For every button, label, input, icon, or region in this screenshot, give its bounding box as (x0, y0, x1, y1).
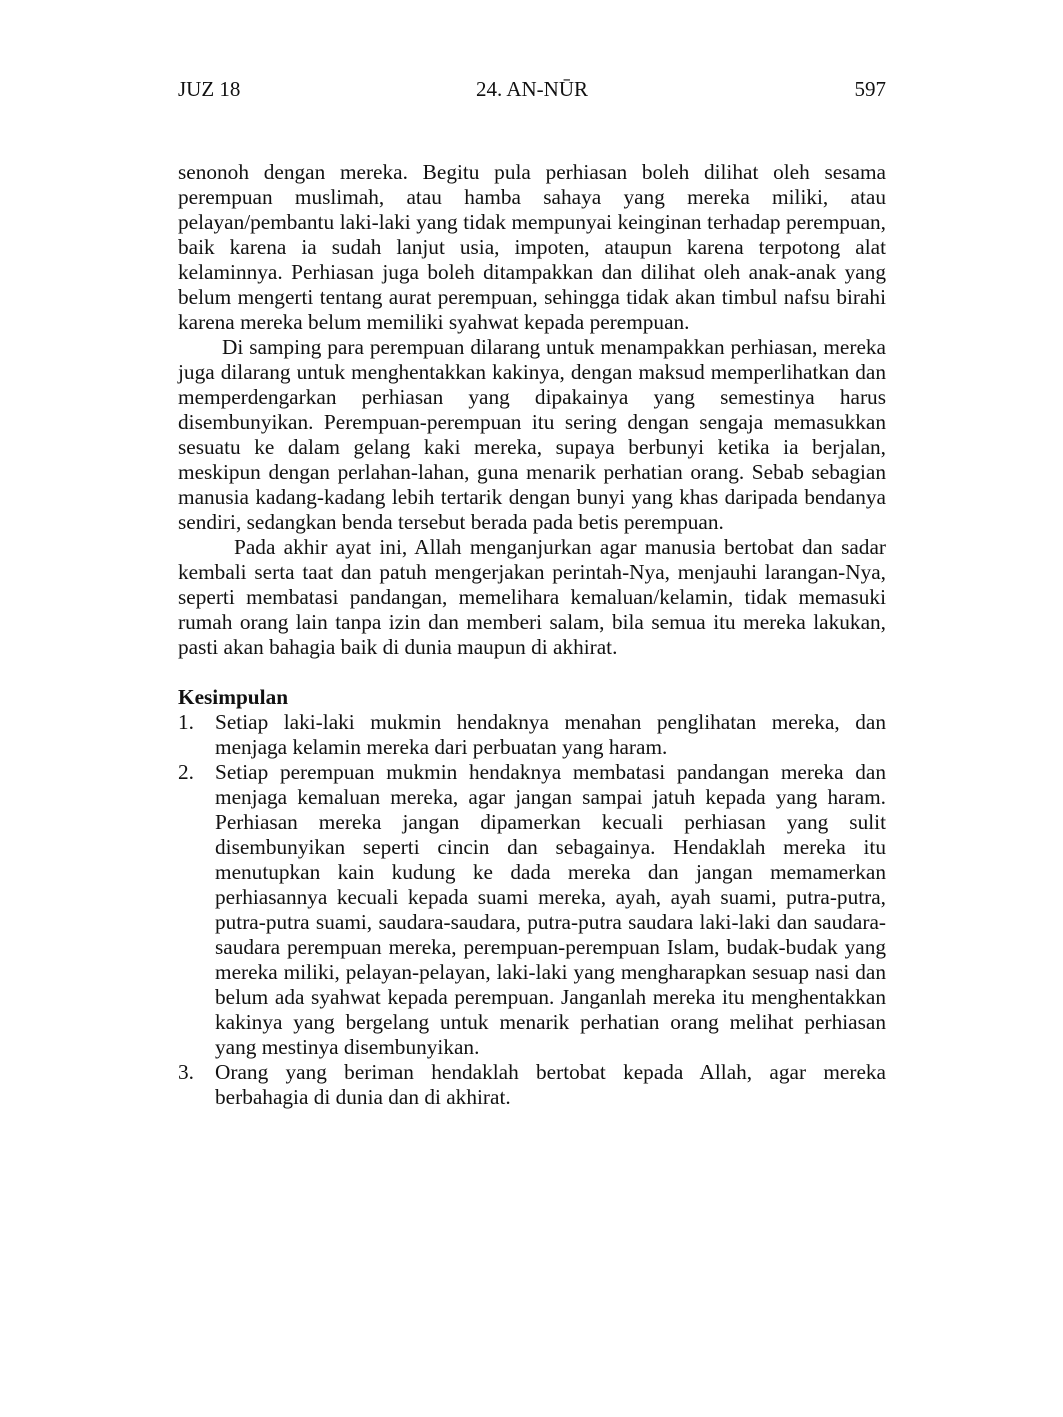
list-number: 1. (178, 710, 194, 734)
paragraph: senonoh dengan mereka. Begitu pula perhiasan boleh dilihat oleh sesama perempuan muslimah, atau hamba sahaya yang mereka miliki, atau pelayan/pembantu laki-laki yang tidak mempunyai keinginan terhadap perempuan, baik karena ia sudah lanjut usia, impoten, ataupun karena terpotong alat kelaminnya. Perhiasan juga boleh ditampakkan dan dilihat oleh anak-anak yang belum mengerti tentang aurat perempuan, sehingga tidak akan timbul nafsu birahi karena mereka belum memiliki syahwat kepada perempuan. (178, 160, 886, 334)
list-item-text: Setiap laki-laki mukmin hendaknya menahan penglihatan mereka, dan menjaga kelamin mereka dari perbuatan yang haram. (215, 710, 886, 759)
list-number: 2. (178, 760, 194, 784)
list-item-text: Orang yang beriman hendaklah bertobat kepada Allah, agar mereka berbahagia di dunia dan di akhirat. (215, 1060, 886, 1109)
list-item (178, 710, 886, 760)
book-page (178, 74, 886, 1110)
section-heading: Kesimpulan (178, 685, 289, 709)
list-item (178, 1060, 886, 1110)
paragraph: Di samping para perempuan dilarang untuk menampakkan perhiasan, mereka juga dilarang untuk menghentakkan kakinya, dengan maksud memperlihatkan dan memperdengarkan perhiasan yang dipakainya yang semestinya harus disembunyikan. Perempuan-perempuan itu sering dengan sengaja memasukkan sesuatu ke dalam gelang kaki mereka, supaya berbunyi ketika ia berjalan, meskipun dengan perlahan-lahan, guna menarik perhatian orang. Sebab sebagian manusia kadang-kadang lebih tertarik dengan bunyi yang khas daripada bendanya sendiri, sedangkan benda tersebut berada pada betis perempuan. (178, 335, 886, 534)
surah-title: 24. AN-NŪR (475, 77, 588, 101)
list-item-text: Setiap perempuan mukmin hendaknya membatasi pandangan mereka dan menjaga kemaluan mereka, agar jangan sampai jatuh kepada yang haram. Perhiasan mereka jangan dipamerkan kecuali perhiasan yang sulit disembunyikan seperti cincin dan sebagainya. Hendaklah mereka itu menutupkan kain kudung ke dada mereka dan jangan memamerkan perhiasannya kecuali kepada suami mereka, ayah, ayah suami, putra-putra, putra-putra suami, saudara-saudara, putra-putra saudara laki-laki dan saudara-saudara perempuan mereka, perempuan-perempuan Islam, budak-budak yang mereka miliki, pelayan-pelayan, laki-laki yang mengharapkan sesuap nasi dan belum ada syahwat kepada perempuan. Janganlah mereka itu menghentakkan kakinya yang bergelang untuk menarik perhatian orang melihat perhiasan yang mestinya disembunyikan. (215, 760, 886, 1059)
list-number: 3. (178, 1060, 194, 1084)
juz-label: JUZ 18 (178, 77, 241, 101)
conclusion-list (178, 710, 886, 1110)
list-item (178, 760, 886, 1060)
page-number: 597 (854, 77, 886, 101)
body-text (178, 160, 886, 660)
running-header (178, 74, 886, 104)
paragraph: Pada akhir ayat ini, Allah menganjurkan agar manusia bertobat dan sadar kembali serta taat dan patuh mengerjakan perintah-Nya, menjauhi larangan-Nya, seperti membatasi pandangan, memelihara kemaluan/kelamin, tidak memasuki rumah orang lain tanpa izin dan memberi salam, bila semua itu mereka lakukan, pasti akan bahagia baik di dunia maupun di akhirat. (178, 535, 886, 659)
